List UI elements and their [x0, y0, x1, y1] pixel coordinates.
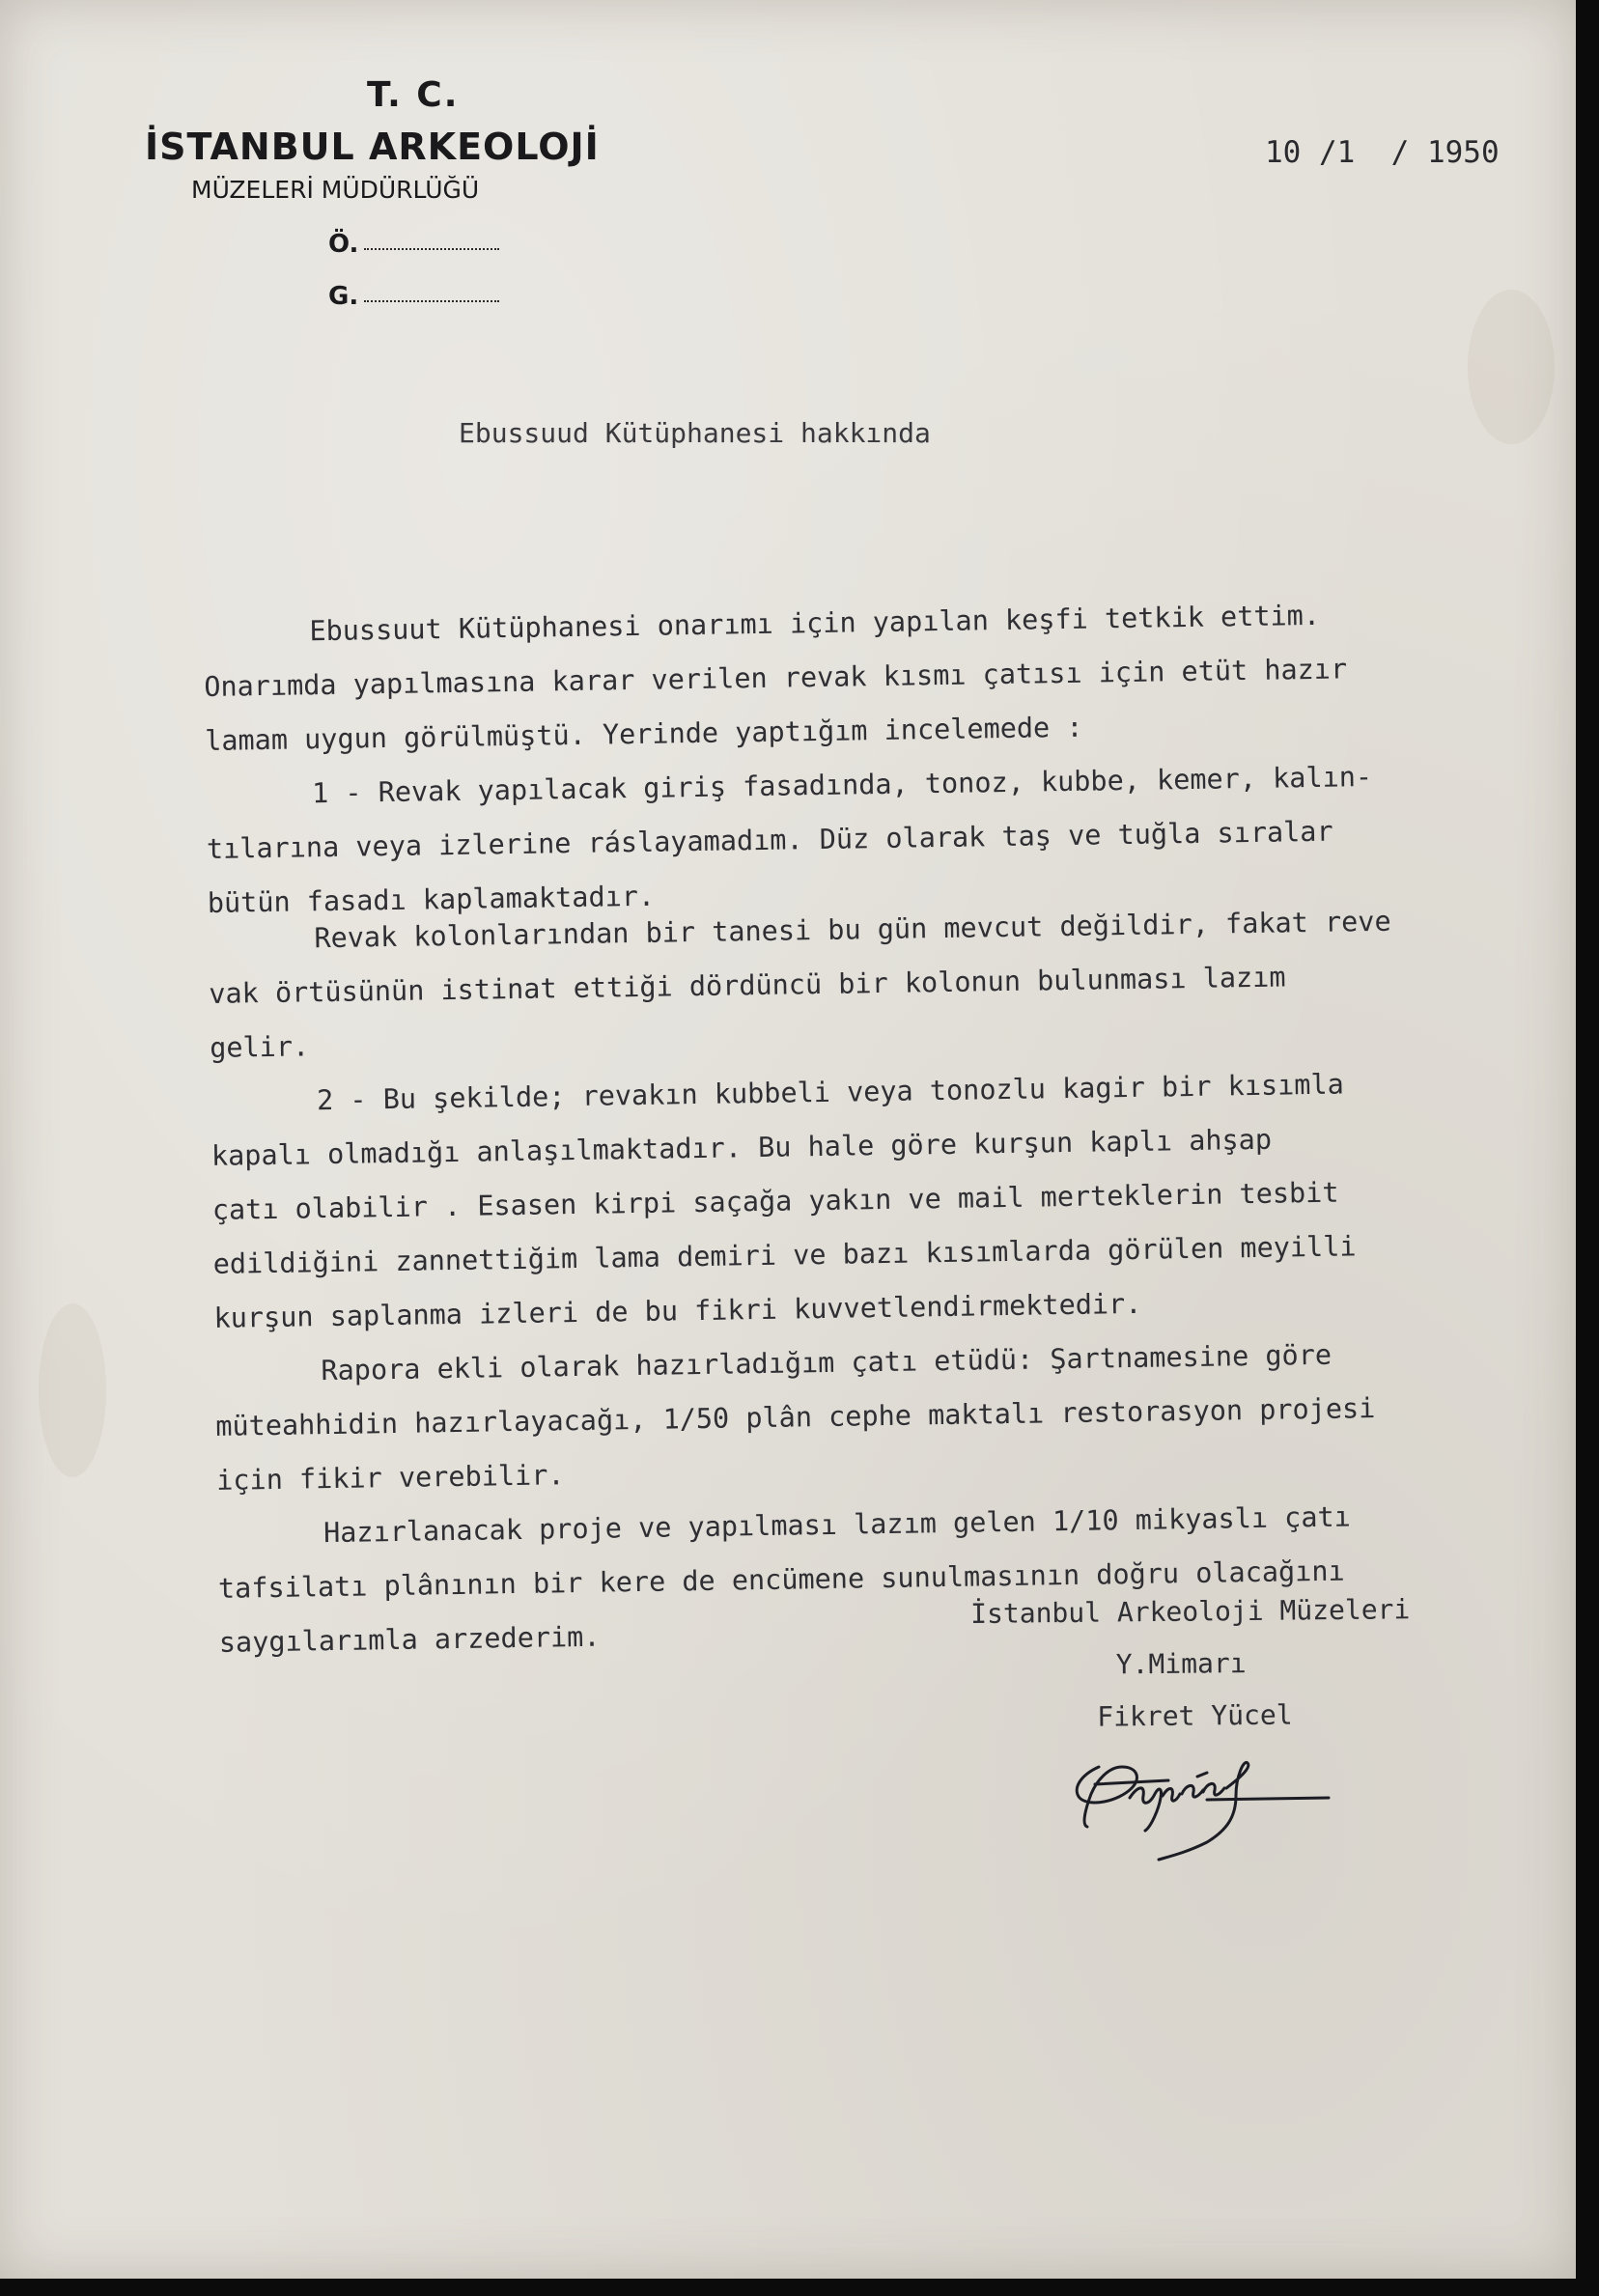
- body-line: saygılarımla arzederim.: [218, 1620, 601, 1659]
- body-line: çatı olabilir . Esasen kirpi saçağa yakın ve mail merteklerin tesbit: [211, 1176, 1339, 1226]
- field-g-dotted-line: [364, 300, 499, 302]
- body-line: 1 - Revak yapılacak giriş fasadında, tonoz, kubbe, kemer, kalın-: [311, 761, 1373, 810]
- signature-title: Y.Mimarı: [1115, 1647, 1247, 1681]
- letterhead-field-g: [328, 282, 499, 311]
- signature-name: Fikret Yücel: [1097, 1698, 1293, 1733]
- paper-stain: [1468, 290, 1555, 444]
- letterhead-field-o: [328, 230, 499, 259]
- document-body: [203, 585, 1590, 1670]
- body-line: 2 - Bu şekilde; revakın kubbeli veya tonozlu kagir bir kısımla: [316, 1068, 1345, 1117]
- letterhead-department: MÜZELERİ MÜDÜRLÜĞÜ: [191, 176, 480, 204]
- body-line: gelir.: [209, 1030, 310, 1064]
- body-line: kapalı olmadığı anlaşılmaktadır. Bu hale göre kurşun kaplı ahşap: [210, 1123, 1273, 1172]
- document-date: 10 /1 / 1950: [1265, 135, 1500, 170]
- field-g-label: G.: [328, 282, 359, 311]
- body-line: lamam uygun görülmüştü. Yerinde yaptığım incelemede :: [204, 711, 1083, 757]
- body-line: için fikir verebilir.: [215, 1459, 565, 1497]
- body-line: tılarına veya izlerine ráslayamadım. Düz olarak taş ve tuğla sıralar: [206, 815, 1333, 865]
- handwritten-signature: [1062, 1738, 1332, 1863]
- paper-stain: [39, 1303, 106, 1477]
- body-line: vak örtüsünün istinat ettiği dördüncü bir kolonun bulunması lazım: [209, 961, 1286, 1010]
- letterhead-state: T. C.: [367, 75, 460, 115]
- field-o-label: Ö.: [328, 230, 359, 259]
- body-line: müteahhidin hazırlayacağı, 1/50 plân cephe maktalı restorasyon projesi: [215, 1392, 1376, 1442]
- body-line: tafsilatı plânının bir kere de encümene sunulmasının doğru olacağını: [217, 1554, 1345, 1605]
- body-line: Rapora ekli olarak hazırladığım çatı etüdü: Şartnamesine göre: [321, 1338, 1332, 1387]
- body-line: Revak kolonlarından bir tanesi bu gün mevcut değildir, fakat reve: [314, 905, 1391, 955]
- body-line: bütün fasadı kaplamaktadır.: [207, 880, 656, 919]
- body-line: Onarımda yapılmasına karar verilen revak kısmı çatısı için etüt hazır: [204, 653, 1348, 703]
- field-o-dotted-line: [364, 248, 499, 250]
- letterhead-institution: İSTANBUL ARKEOLOJİ: [145, 126, 600, 168]
- document-subject: Ebussuud Kütüphanesi hakkında: [459, 417, 931, 449]
- body-line: Ebussuut Kütüphanesi onarımı için yapılan keşfi tetkik ettim.: [309, 599, 1321, 648]
- body-line: kurşun saplanma izleri de bu fikri kuvvetlendirmektedir.: [213, 1287, 1142, 1334]
- body-line: Hazırlanacak proje ve yapılması lazım gelen 1/10 mikyaslı çatı: [323, 1500, 1352, 1550]
- body-line: edildiğini zannettiğim lama demiri ve bazı kısımlarda görülen meyilli: [212, 1230, 1357, 1280]
- signature-org: İstanbul Arkeoloji Müzeleri: [970, 1593, 1411, 1630]
